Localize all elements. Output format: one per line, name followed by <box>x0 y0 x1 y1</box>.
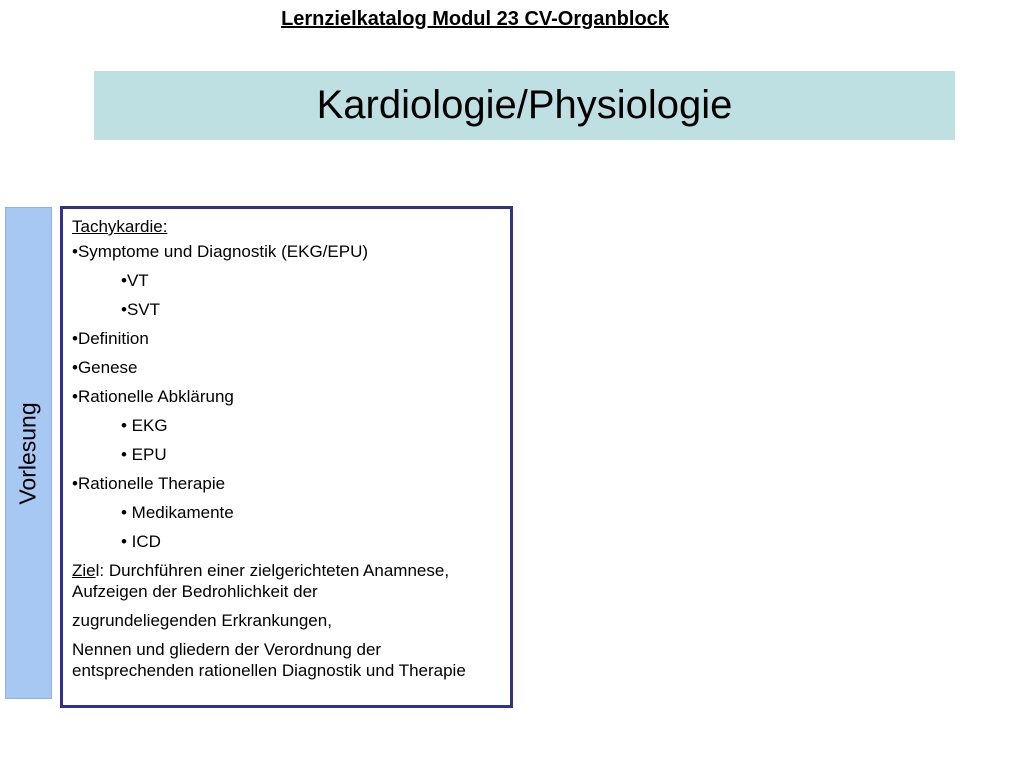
list-item: • EKG <box>121 416 168 435</box>
list-item: •Symptome und Diagnostik (EKG/EPU) <box>72 242 369 261</box>
list-item: •Rationelle Abklärung <box>72 387 234 406</box>
goal-text: : Durchführen einer zielgerichteten Anamnese, Aufzeigen der Bedrohlichkeit der <box>72 561 450 601</box>
content-box <box>60 206 513 708</box>
title-banner <box>94 71 955 140</box>
side-tab <box>5 207 52 699</box>
list-item: •VT <box>121 271 149 290</box>
goal-label-rest: l <box>95 561 100 580</box>
goal-label: Zie <box>72 561 96 580</box>
list-item: • EPU <box>121 445 167 464</box>
goal-paragraph <box>72 560 501 602</box>
list-item: •Rationelle Therapie <box>72 474 226 493</box>
page-title: Kardiologie/Physiologie <box>316 83 733 127</box>
section-title: Tachykardie: <box>72 217 168 236</box>
page-header: Lernzielkatalog Modul 23 CV-Organblock <box>281 8 669 30</box>
goal-line-3: Nennen und gliedern der Verordnung der entsprechenden rationellen Diagnostik und Therapie <box>72 640 466 680</box>
list-item: • ICD <box>121 532 161 551</box>
list-item: •Definition <box>72 329 149 348</box>
list-item: •SVT <box>121 300 161 319</box>
goal-line-2: zugrundeliegenden Erkrankungen, <box>72 611 332 630</box>
side-tab-label: Vorlesung <box>15 401 41 505</box>
list-item: •Genese <box>72 358 138 377</box>
list-item: • Medikamente <box>121 503 234 522</box>
